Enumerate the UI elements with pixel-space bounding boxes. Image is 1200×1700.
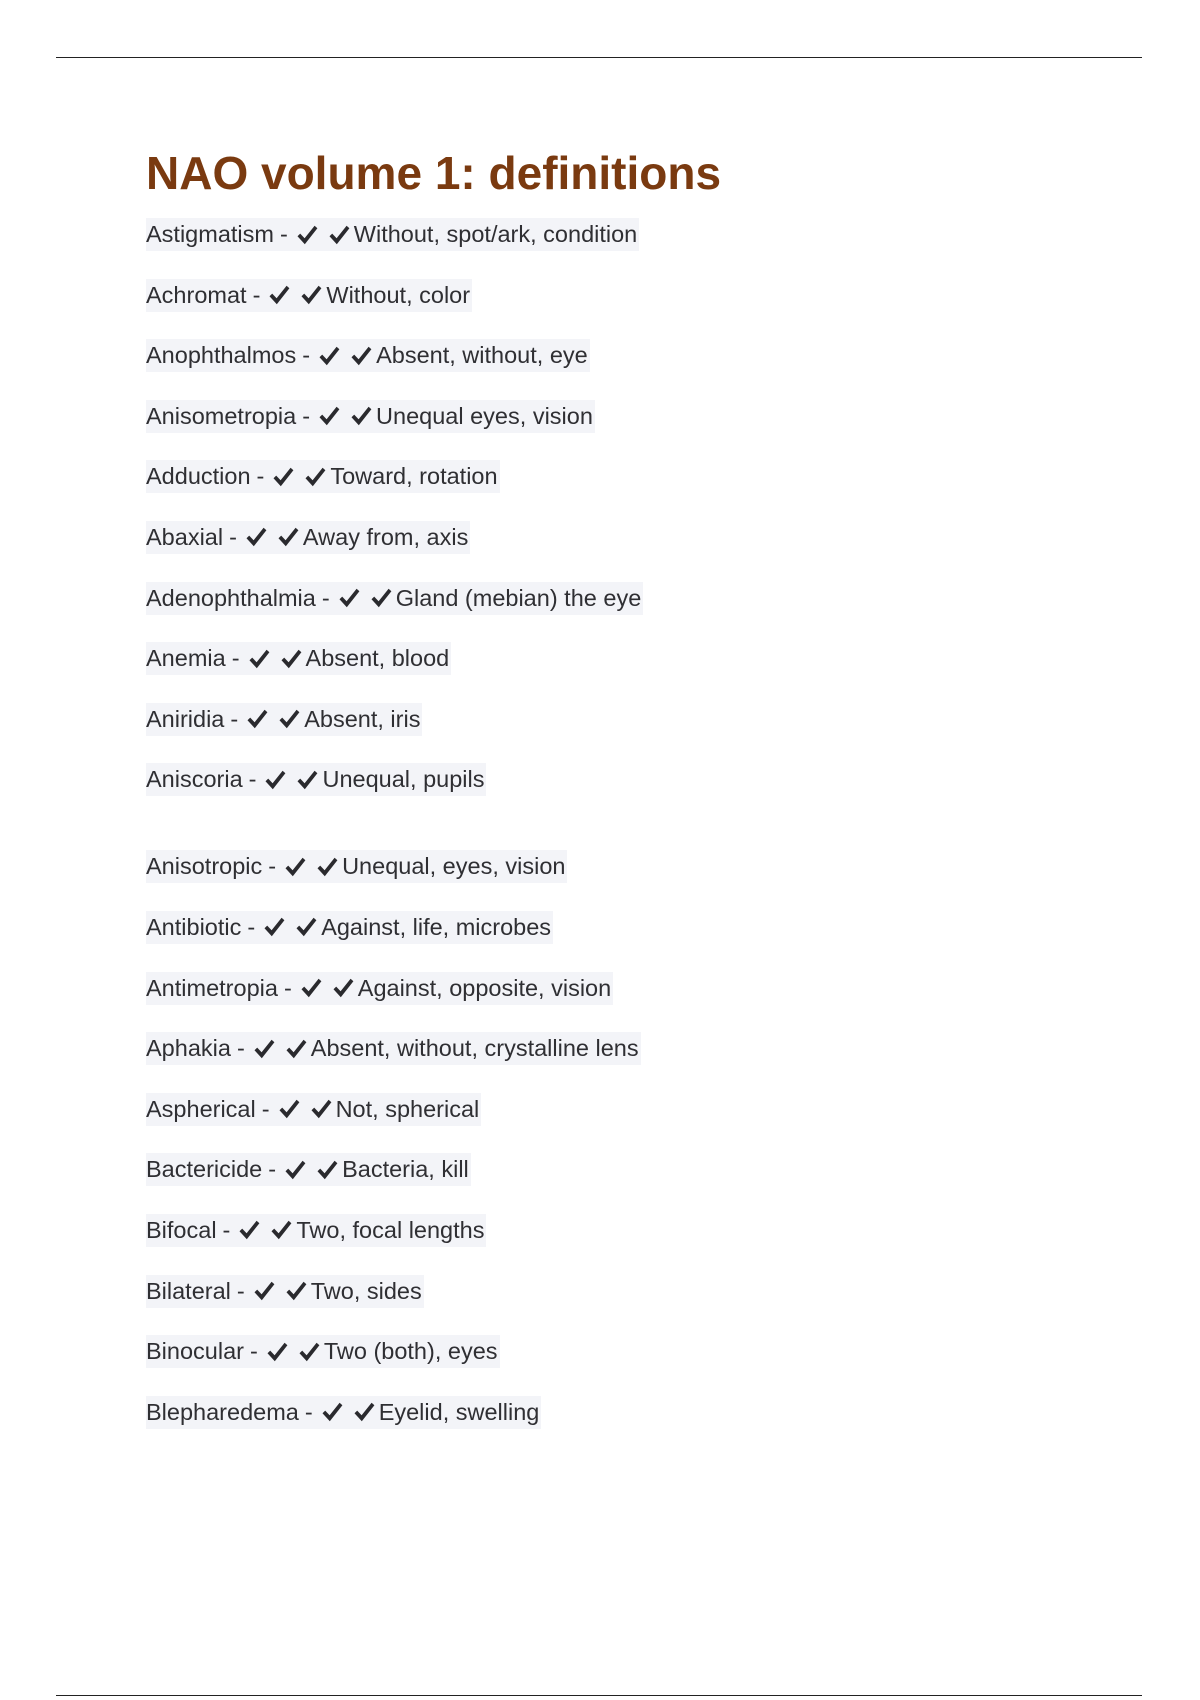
check-icon: [267, 283, 291, 307]
answer-checks: [337, 586, 393, 610]
answer-checks: [252, 1279, 308, 1303]
check-icon: [252, 1037, 276, 1061]
definition-text: Not, spherical: [335, 1095, 480, 1122]
term-separator: -: [268, 1156, 277, 1183]
term-separator: -: [230, 705, 239, 732]
definition-item: [146, 1093, 1046, 1154]
check-icon: [352, 1400, 376, 1424]
definition-term: Antimetropia: [146, 974, 278, 1001]
term-separator: -: [283, 974, 292, 1001]
definition-term: Abaxial: [146, 523, 224, 550]
check-icon: [317, 404, 341, 428]
definition-text: Two, sides: [310, 1277, 422, 1304]
term-separator: -: [302, 342, 311, 369]
definition-term: Aniridia: [146, 705, 225, 732]
answer-checks: [252, 1037, 308, 1061]
definition-highlight: [146, 1396, 541, 1429]
check-icon: [299, 283, 323, 307]
definition-highlight: [146, 763, 486, 796]
check-icon: [237, 1218, 261, 1242]
definition-term: Anophthalmos: [146, 342, 297, 369]
check-icon: [315, 1158, 339, 1182]
definition-term: Astigmatism: [146, 221, 274, 247]
definition-item: [146, 703, 1046, 764]
definition-highlight: [146, 703, 422, 736]
term-separator: -: [304, 1398, 313, 1425]
check-icon: [276, 525, 300, 549]
term-separator: -: [231, 645, 240, 672]
definition-text: Bacteria, kill: [342, 1156, 469, 1183]
definition-term: Bactericide: [146, 1156, 263, 1183]
answer-checks: [299, 976, 355, 1000]
check-icon: [299, 976, 323, 1000]
answer-checks: [271, 465, 327, 489]
definition-highlight: [146, 400, 595, 433]
definition-term: Aniscoria: [146, 766, 243, 793]
definition-item: [146, 521, 1046, 582]
term-separator: -: [247, 913, 256, 940]
definition-text: Two (both), eyes: [323, 1338, 498, 1365]
definition-term: Binocular: [146, 1338, 244, 1365]
definition-list: [146, 218, 1046, 1456]
definition-highlight: [146, 1214, 486, 1247]
term-separator: -: [256, 463, 265, 490]
answer-checks: [317, 404, 373, 428]
answer-checks: [277, 1097, 333, 1121]
check-icon: [315, 855, 339, 879]
definition-term: Adenophthalmia: [146, 584, 316, 611]
definition-text: Unequal, pupils: [322, 766, 485, 793]
term-separator: -: [229, 523, 237, 550]
check-icon: [303, 465, 327, 489]
check-icon: [269, 1218, 293, 1242]
definition-item: [146, 1153, 1046, 1214]
definition-highlight: [146, 1275, 424, 1308]
definition-text: Against, opposite, vision: [357, 974, 612, 1001]
definition-item: [146, 850, 1046, 911]
definition-highlight: [146, 642, 451, 675]
check-icon: [284, 1279, 308, 1303]
page-title: NAO volume 1: definitions: [146, 147, 722, 199]
check-icon: [327, 223, 351, 247]
definition-term: Anemia: [146, 645, 226, 672]
page-top-rule: [56, 57, 1142, 58]
definition-highlight: [146, 339, 590, 372]
answer-checks: [244, 525, 300, 549]
definition-item: [146, 339, 1046, 400]
definition-term: Antibiotic: [146, 913, 242, 940]
answer-checks: [247, 647, 303, 671]
definition-item: [146, 460, 1046, 521]
term-separator: -: [279, 221, 288, 247]
definition-text: Away from, axis: [302, 523, 469, 550]
page-content: [146, 140, 1046, 1456]
definition-highlight: [146, 850, 567, 883]
definition-text: Eyelid, swelling: [378, 1398, 540, 1425]
definition-highlight: [146, 1335, 500, 1368]
check-icon: [295, 768, 319, 792]
definition-text: Without, spot/ark, condition: [353, 221, 638, 247]
check-icon: [277, 1097, 301, 1121]
term-separator: -: [252, 281, 261, 308]
definition-item: [146, 1396, 1046, 1457]
check-icon: [279, 647, 303, 671]
definition-item: [146, 1275, 1046, 1336]
check-icon: [331, 976, 355, 1000]
check-icon: [247, 647, 271, 671]
check-icon: [349, 344, 373, 368]
definition-text: Absent, without, crystalline lens: [310, 1035, 639, 1062]
check-icon: [262, 915, 286, 939]
check-icon: [271, 465, 295, 489]
check-icon: [283, 855, 307, 879]
check-icon: [369, 586, 393, 610]
definition-term: Aphakia: [146, 1035, 231, 1062]
definition-highlight: [146, 279, 472, 312]
definition-item: [146, 582, 1046, 643]
check-icon: [245, 707, 269, 731]
answer-checks: [245, 707, 301, 731]
answer-checks: [295, 223, 351, 247]
definition-highlight: [146, 1093, 481, 1126]
definition-highlight: [146, 1032, 641, 1065]
definition-text: Two, focal lengths: [296, 1216, 485, 1243]
check-icon: [309, 1097, 333, 1121]
check-icon: [297, 1340, 321, 1364]
term-separator: -: [302, 402, 311, 429]
definition-highlight: [146, 218, 639, 251]
term-separator: -: [222, 1216, 231, 1243]
answer-checks: [283, 855, 339, 879]
definition-item: [146, 763, 1046, 850]
definition-text: Absent, iris: [304, 705, 421, 732]
definition-item: [146, 972, 1046, 1033]
term-separator: -: [268, 853, 277, 880]
answer-checks: [265, 1340, 321, 1364]
definition-term: Adduction: [146, 463, 251, 490]
definition-text: Toward, rotation: [330, 463, 498, 490]
definition-text: Unequal, eyes, vision: [342, 853, 566, 880]
definition-highlight: [146, 521, 470, 554]
definition-item: [146, 1032, 1046, 1093]
check-icon: [320, 1400, 344, 1424]
check-icon: [349, 404, 373, 428]
definition-item: [146, 279, 1046, 340]
check-icon: [277, 707, 301, 731]
check-icon: [317, 344, 341, 368]
definition-term: Anisotropic: [146, 853, 263, 880]
term-separator: -: [261, 1095, 270, 1122]
check-icon: [284, 1037, 308, 1061]
term-separator: -: [321, 584, 330, 611]
definition-highlight: [146, 972, 613, 1005]
answer-checks: [267, 283, 323, 307]
definition-term: Bilateral: [146, 1277, 231, 1304]
definition-text: Unequal eyes, vision: [376, 402, 593, 429]
answer-checks: [317, 344, 373, 368]
definition-item: [146, 218, 1046, 279]
definition-highlight: [146, 1153, 471, 1186]
definition-text: Absent, without, eye: [376, 342, 588, 369]
definition-text: Gland (mebian) the eye: [395, 584, 642, 611]
definition-highlight: [146, 582, 643, 615]
answer-checks: [283, 1158, 339, 1182]
answer-checks: [263, 768, 319, 792]
definition-text: Absent, blood: [305, 645, 450, 672]
check-icon: [295, 223, 319, 247]
term-separator: -: [236, 1035, 245, 1062]
check-icon: [252, 1279, 276, 1303]
check-icon: [244, 525, 268, 549]
definition-term: Anisometropia: [146, 402, 297, 429]
definition-item: [146, 1335, 1046, 1396]
definition-term: Bifocal: [146, 1216, 217, 1243]
term-separator: -: [236, 1277, 245, 1304]
definition-highlight: [146, 911, 553, 944]
page-bottom-rule: [56, 1695, 1142, 1696]
definition-text: Against, life, microbes: [321, 913, 552, 940]
definition-term: Achromat: [146, 281, 247, 308]
answer-checks: [320, 1400, 376, 1424]
definition-text: Without, color: [326, 281, 471, 308]
check-icon: [337, 586, 361, 610]
definition-item: [146, 1214, 1046, 1275]
check-icon: [294, 915, 318, 939]
definition-highlight: [146, 460, 500, 493]
term-separator: -: [249, 1338, 258, 1365]
check-icon: [263, 768, 287, 792]
term-separator: -: [248, 766, 257, 793]
check-icon: [265, 1340, 289, 1364]
check-icon: [283, 1158, 307, 1182]
definition-term: Aspherical: [146, 1095, 256, 1122]
definition-item: [146, 400, 1046, 461]
definition-item: [146, 911, 1046, 972]
definition-item: [146, 642, 1046, 703]
answer-checks: [237, 1218, 293, 1242]
answer-checks: [262, 915, 318, 939]
definition-term: Blepharedema: [146, 1398, 299, 1425]
